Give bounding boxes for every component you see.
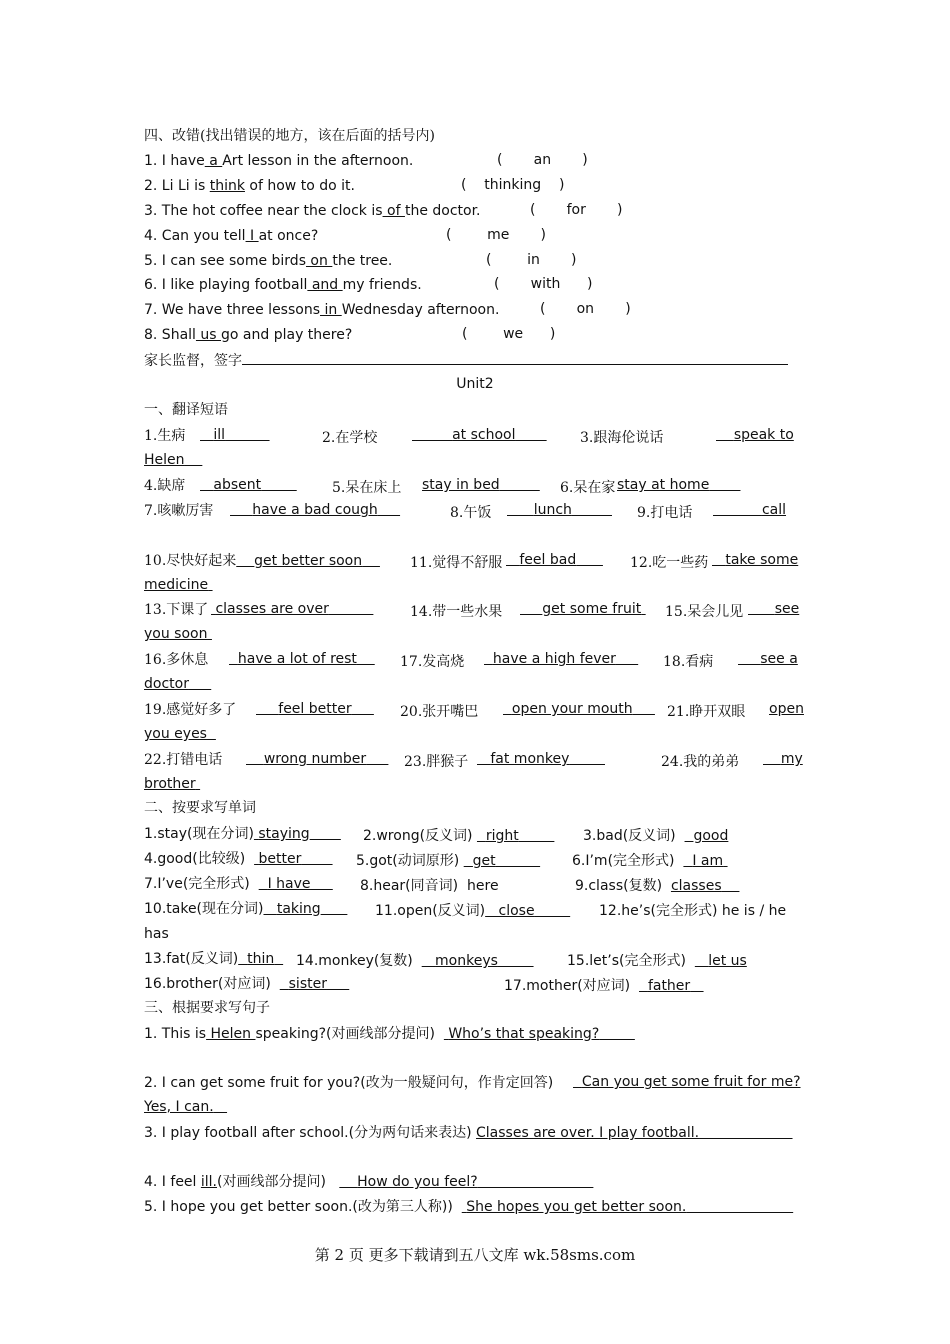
- translate-row-6: 16.多休息: [144, 652, 209, 668]
- translate-answer-8: lunch: [533, 502, 572, 518]
- correction-answer-5: ( in ): [486, 252, 577, 268]
- page-footer: 第 2 页 更多下载请到五八文库 wk.58sms.com: [314, 1246, 636, 1264]
- section-heading-correction: 四、改错(找出错误的地方，该在后面的括号内): [144, 128, 435, 144]
- words-row-5-b: 14.monkey(复数) monkeys: [296, 953, 498, 969]
- translate-q-6: 6.呆在家: [560, 480, 616, 496]
- translate-q-17: 17.发高烧: [400, 654, 465, 670]
- words-row-4-c: 12.he’s(完全形式) he is / he: [599, 903, 787, 919]
- translate-answer-21-cont: you eyes: [144, 726, 207, 742]
- sentence-2-answer: Can you get some fruit for me?: [581, 1074, 801, 1090]
- translate-q-14: 14.带一些水果: [410, 604, 503, 620]
- translate-q-15: 15.呆会儿见: [665, 604, 744, 620]
- correction-answer-6: ( with ): [494, 276, 593, 292]
- translate-q-2: 2.在学校: [322, 430, 378, 446]
- words-row-1-b: 2.wrong(反义词) right: [363, 828, 519, 844]
- translate-answer-6: stay at home: [617, 477, 710, 493]
- words-row-4: 10.take(现在分词) taking: [144, 901, 321, 917]
- translate-answer-21: open: [769, 701, 804, 717]
- correction-item-2: 2. Li Li is think of how to do it.: [144, 178, 355, 194]
- translate-row-3: 7.咳嗽厉害: [144, 503, 214, 519]
- translate-row-5: 13.下课了: [144, 602, 209, 618]
- correction-answer-7: ( on ): [540, 301, 631, 317]
- translate-q-23: 23.胖猴子: [404, 754, 469, 770]
- sentence-1: 1. This is Helen speaking?(对画线部分提问) Who’s that speaking?: [144, 1026, 600, 1042]
- words-row-6-b: 17.mother(对应词) father: [504, 978, 691, 994]
- translate-answer-15: see: [774, 601, 800, 617]
- sentence-3: 3. I play football after school.(分为两句话来表达) Classes are over. I play football.: [144, 1125, 700, 1141]
- words-row-3: 7.I’ve(完全形式) I have: [144, 876, 311, 892]
- translate-q-9: 9.打电话: [637, 505, 693, 521]
- translate-answer-23: fat monkey: [490, 751, 570, 767]
- translate-answer-22: wrong number: [263, 751, 367, 767]
- translate-answer-18-cont: doctor: [144, 676, 189, 692]
- words-row-5-c: 15.let’s(完全形式) let us: [567, 953, 747, 969]
- words-row-2-b: 5.got(动词原形) get: [356, 853, 496, 869]
- translate-answer-11: feel bad: [519, 552, 577, 568]
- words-row-1: 1.stay(现在分词) staying: [144, 826, 310, 842]
- correction-answer-1: ( an ): [497, 152, 588, 168]
- correction-item-6: 6. I like playing football and my friends.: [144, 277, 422, 293]
- correction-item-4: 4. Can you tell I at once?: [144, 228, 319, 244]
- translate-answer-2: at school: [452, 427, 516, 443]
- translate-answer-15-cont: you soon: [144, 626, 208, 642]
- translate-q-20: 20.张开嘴巴: [400, 704, 479, 720]
- translate-answer-16: have a lot of rest: [237, 651, 357, 667]
- words-row-2: 4.good(比较级) better: [144, 851, 302, 867]
- correction-answer-8: ( we ): [462, 326, 556, 342]
- translate-q-12: 12.吃一些药: [630, 555, 709, 571]
- section-heading-sentences: 三、根据要求写句子: [144, 1000, 270, 1016]
- translate-answer-13: classes are over: [215, 601, 329, 617]
- translate-q-5: 5.呆在床上: [332, 480, 402, 496]
- words-row-3-c: 9.class(复数) classes: [575, 878, 722, 894]
- translate-answer-20: open your mouth: [511, 701, 633, 717]
- translate-row-4: 10.尽快好起来 get better soon: [144, 553, 363, 569]
- sentence-4: 4. I feel ill.(对画线部分提问) How do you feel?: [144, 1174, 478, 1190]
- words-row-1-c: 3.bad(反义词) good: [583, 828, 729, 844]
- translate-q-8: 8.午饭: [450, 505, 492, 521]
- translate-answer-18: see a: [760, 651, 798, 667]
- correction-item-7: 7. We have three lessons in Wednesday afternoon.: [144, 302, 500, 318]
- translate-answer-1: ill: [213, 427, 226, 443]
- translate-q-3: 3.跟海伦说话: [580, 430, 664, 446]
- translate-row-7: 19.感觉好多了: [144, 702, 237, 718]
- translate-q-18: 18.看病: [663, 654, 714, 670]
- translate-q-11: 11.觉得不舒服: [410, 555, 503, 571]
- section-heading-words: 二、按要求写单词: [144, 800, 256, 816]
- sentence-2: 2. I can get some fruit for you?(改为一般疑问句，作肯定回答): [144, 1075, 554, 1091]
- translate-answer-12-cont: medicine: [144, 577, 209, 593]
- translate-answer-3-cont: Helen: [144, 452, 185, 468]
- sentence-5: 5. I hope you get better soon.(改为第三人称)) She hopes you get better soon.: [144, 1199, 687, 1215]
- correction-item-1: 1. I have a Art lesson in the afternoon.: [144, 153, 414, 169]
- parent-signature: 家长监督，签字: [144, 351, 788, 370]
- translate-q-21: 21.睁开双眼: [667, 704, 746, 720]
- words-row-4-b: 11.open(反义词) close: [375, 903, 535, 919]
- translate-answer-7: have a bad cough: [252, 502, 378, 518]
- translate-answer-19: feel better: [278, 701, 352, 717]
- translate-answer-9: call: [761, 502, 787, 518]
- translate-answer-24-cont: brother: [144, 776, 196, 792]
- correction-item-8: 8. Shall us go and play there?: [144, 327, 353, 343]
- correction-item-5: 5. I can see some birds on the tree.: [144, 253, 393, 269]
- sentence-2-answer-cont: Yes, I can.: [144, 1099, 214, 1115]
- translate-row-2: 4.缺席: [144, 478, 186, 494]
- translate-row-8: 22.打错电话: [144, 752, 223, 768]
- words-row-6: 16.brother(对应词) sister: [144, 976, 327, 992]
- correction-item-3: 3. The hot coffee near the clock is of the doctor.: [144, 203, 481, 219]
- translate-answer-17: have a high fever: [492, 651, 616, 667]
- words-row-5: 13.fat(反义词) thin: [144, 951, 275, 967]
- translate-answer-24: my: [780, 751, 803, 767]
- correction-answer-3: ( for ): [530, 202, 623, 218]
- unit-title: Unit2: [456, 376, 494, 392]
- words-row-3-b: 8.hear(同音词) here: [360, 878, 499, 894]
- correction-answer-4: ( me ): [446, 227, 546, 243]
- translate-answer-12: take some: [725, 552, 799, 568]
- words-row-2-c: 6.I’m(完全形式) I am: [572, 853, 724, 869]
- words-row-4-cont: has: [144, 926, 169, 942]
- translate-answer-3: speak to: [733, 427, 794, 443]
- section-heading-translate: 一、翻译短语: [144, 402, 228, 418]
- translate-q-24: 24.我的弟弟: [661, 754, 740, 770]
- translate-answer-4: absent: [213, 477, 262, 493]
- translate-answer-5: stay in bed: [422, 477, 500, 493]
- correction-answer-2: ( thinking ): [461, 177, 565, 193]
- translate-answer-14: get some fruit: [542, 601, 642, 617]
- translate-row-1: 1.生病: [144, 428, 186, 444]
